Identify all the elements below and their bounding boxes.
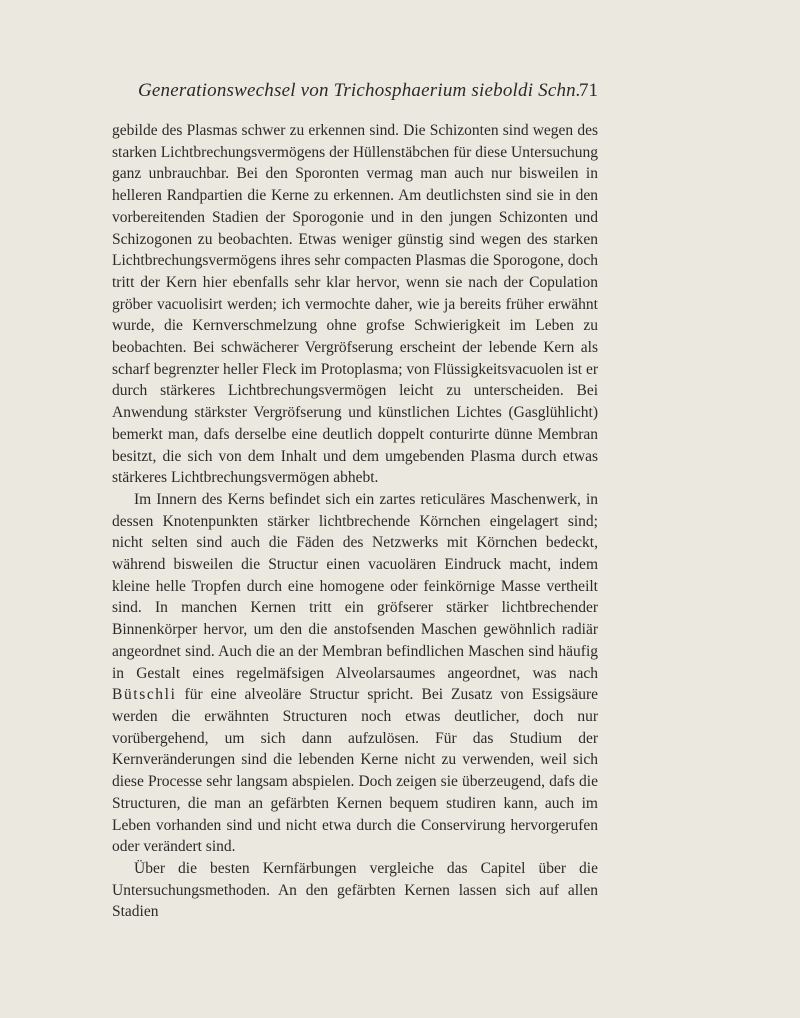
running-head [112, 80, 598, 104]
paragraph-1-text: gebilde des Plasmas schwer zu erkennen sind. Die Schizonten sind wegen des starken Lichtbrechungsvermögens der Hüllenstäbchen für diese Untersuchung ganz unbrauchbar. Bei den Sporonten vermag man auch nur bisweilen in helleren Randpartien die Kerne zu erkennen. Am deutlichsten sind sie in den vorbereitenden Stadien der Sporogonie und in den jungen Schizonten und Schizogonen zu beobachten. Etwas weniger günstig sind wegen des starken Lichtbrechungsvermögens ihres sehr compacten Plasmas die Sporogone, doch tritt der Kern hier ebenfalls sehr klar hervor, wenn sie nach der Copulation gröber vacuolisirt werden; ich vermochte daher, wie ja bereits früher erwähnt wurde, die Kernverschmelzung ohne grofse Schwierigkeit im Leben zu beobachten. Bei schwächerer Vergröfserung erscheint der lebende Kern als scharf begrenzter heller Fleck im Protoplasma; von Flüssigkeitsvacuolen ist er durch stärkeres Lichtbrechungsvermögen leicht zu unterscheiden. Bei Anwendung stärkster Vergröfserung und künstlichen Lichtes (Gasglühlicht) bemerkt man, dafs derselbe eine deutlich doppelt conturirte dünne Membran besitzt, die sich von dem Inhalt und dem umgebenden Plasma durch etwas stärkeres Lichtbrechungsvermögen abhebt. [112, 122, 598, 487]
page-number: 71 [579, 80, 598, 101]
running-title: Generationswechsel von Trichosphaerium sieboldi Schn. [138, 80, 581, 101]
paragraph-2 [112, 489, 598, 858]
paragraph-1 [112, 120, 598, 489]
paragraph-3 [112, 858, 598, 923]
paragraph-3-text: Über die besten Kernfärbungen vergleiche das Capitel über die Untersuchungsmethoden. An den gefärbten Kernen lassen sich auf allen Stadien [112, 859, 598, 921]
paragraph-2-text-b: für eine alveoläre Structur spricht. Bei Zusatz von Essigsäure werden die erwähnten Structuren noch etwas deutlicher, doch nur vorübergehend, um sich dann aufzulösen. Für das Studium der Kernveränderungen sind die lebenden Kerne nicht zu verwenden, weil sich diese Processe sehr langsam abspielen. Doch zeigen sie überzeugend, dafs die Structuren, die man an gefärbten Kernen bequem studiren kann, auch im Leben vorhanden sind und nicht etwa durch die Conservirung hervorgerufen oder verändert sind. [112, 686, 599, 856]
paragraph-2-text-a: Im Innern des Kerns befindet sich ein zartes reticuläres Maschenwerk, in dessen Knotenpunkten stärker lichtbrechende Körnchen eingelagert sind; nicht selten sind auch die Fäden des Netzwerks mit Körnchen bedeckt, während bisweilen die Structur einen vacuolären Eindruck macht, indem kleine helle Tropfen durch eine homogene oder feinkörnige Masse vertheilt sind. In manchen Kernen tritt ein gröfserer stärker lichtbrechender Binnenkörper hervor, um den die anstofsenden Maschen gewöhnlich radiär angeordnet sind. Auch die an der Membran befindlichen Maschen sind häufig in Gestalt eines regelmäfsigen Alveolarsaumes angeordnet, was nach [112, 490, 598, 682]
author-name: Bütschli [112, 686, 177, 704]
body-text [112, 120, 598, 923]
